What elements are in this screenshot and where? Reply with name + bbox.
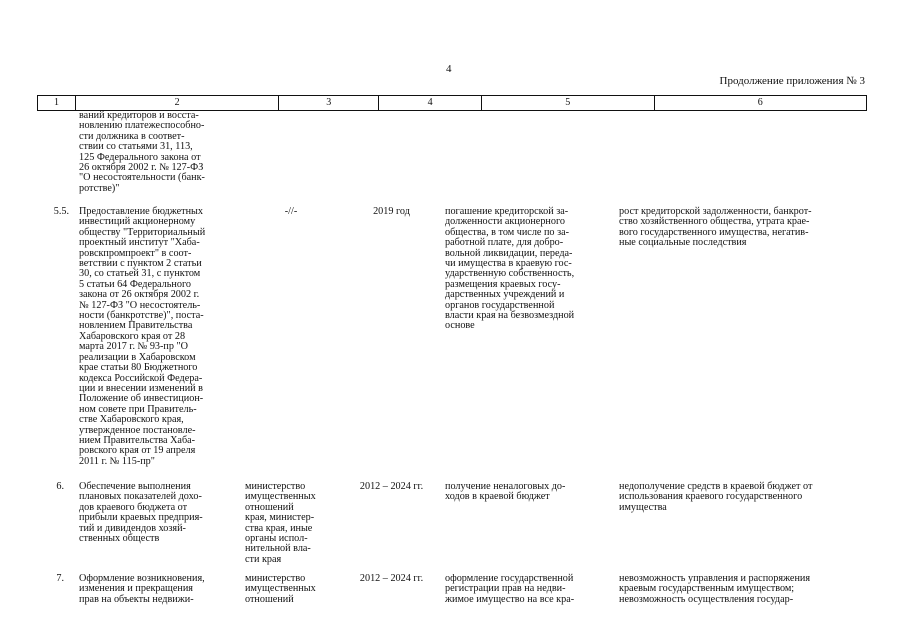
row2-col5: получение неналоговых до- ходов в краевой бюджет: [445, 481, 566, 503]
continuation-title: Продолжение приложения № 3: [719, 75, 865, 87]
row3-col6: невозможность управления и распоряжения краевым государственным имуществом; невозможность осуществления государ-: [619, 573, 811, 605]
row2-col2: Обеспечение выполнения плановых показателей дохо- дов краевого бюджета от прибыли краевых предприя- тий и дивидендов хозяй- ственных обществ: [79, 481, 203, 545]
row1-col1: 5.5.: [53, 206, 69, 217]
row1-col4: 2019 год: [373, 206, 410, 217]
row1-col2: Предоставление бюджетных инвестиций акционерному обществу "Территориальный проектный институт "Хаба- ровскпромпроект" в соот- ветствии с пунктом 2 статьи 30, со статьей 31, с пунктом 5 статьи 64 Федерального закона от 26 октября 2002 г. № 127-ФЗ "О несостоятель- ности (банкротстве)", поста- новлением Правительства Хабаровского края от 28 марта 2017 г. № 93-пр "О реализации в Хабаровском крае статьи 80 Бюджетного кодекса Российской Федера- ции и внесении изменений в Положение об инвестицион- ном совете при Правитель- стве Хабаровского края, утвержденное постановле- нием Правительства Хаба- ровского края от 19 апреля 2011 г. № 115-пр": [79, 206, 206, 467]
header-col-6: 6: [757, 97, 763, 108]
row3-col2: Оформление возникновения, изменения и прекращения прав на объекты недвижи-: [79, 573, 205, 605]
header-col-5: 5: [482, 96, 655, 110]
row3-col5: оформление государственной регистрации прав на недви- жимое имущество на все кра-: [445, 573, 575, 605]
header-col-3: 3: [279, 96, 379, 110]
row3-col1: 7.: [56, 573, 64, 584]
header-col-2: 2: [76, 96, 280, 110]
page-number: 4: [446, 63, 452, 75]
appendix-table: [37, 95, 867, 111]
row3-col3: министерство имущественных отношений: [245, 573, 316, 605]
table-header-row: [37, 95, 867, 111]
header-col-1: 1: [38, 96, 76, 110]
row1-col5: погашение кредиторской за- долженности акционерного общества, в том числе по за- работной плате, для добро- вольной ликвидации, переда- чи имущества в краевую гос- ударственную собственность, размещения краевых госу- дарственных учреждений и органов государственной власти края на безвозмездной основе: [445, 206, 575, 332]
row2-col4: 2012 – 2024 гг.: [359, 481, 424, 492]
row3-col4: 2012 – 2024 гг.: [359, 573, 424, 584]
row2-col6: недополучение средств в краевой бюджет от использования краевого государственного имущества: [619, 481, 813, 513]
row0-col2: ваний кредиторов и восста- новлению платежеспособно- сти должника в соответ- ствии со статьями 31, 113, 125 Федерального закона от 26 октября 2002 г. № 127-ФЗ "О несостоятельности (банк- ротстве)": [79, 110, 205, 194]
row1-col6: рост кредиторской задолженности, банкрот- ство хозяйственного общества, утрата крае- вого государственного имущества, негатив- ные социальные последствия: [619, 206, 812, 249]
row2-col1: 6.: [56, 481, 64, 492]
header-col-4: 4: [379, 96, 482, 110]
row1-col3: -//-: [284, 206, 298, 217]
row2-col3: министерство имущественных отношений края, министер- ства края, иные органы испол- нительной вла- сти края: [245, 481, 316, 565]
